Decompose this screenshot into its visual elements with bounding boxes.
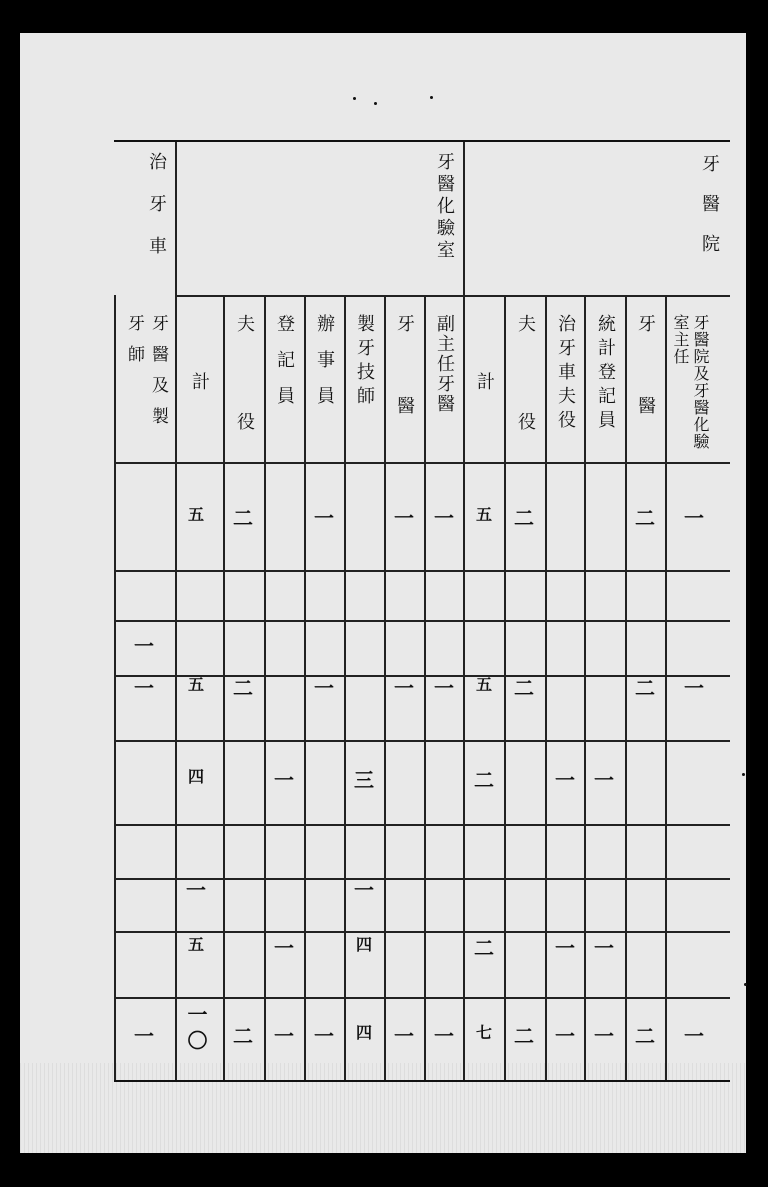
group-dental-car: 治牙車 (146, 152, 167, 278)
cell: 一 (134, 634, 154, 658)
cell: 一 (394, 506, 414, 530)
cell: 一 (354, 878, 374, 902)
cell: 一 (684, 506, 704, 530)
header-dental-technician: 製牙技師 (354, 314, 375, 410)
cell: 一 (134, 1024, 154, 1048)
cell: 四 (355, 1023, 372, 1042)
header-lab-total: 計 (189, 372, 210, 394)
cell: 二 (474, 768, 494, 792)
cell: 二 (233, 676, 253, 700)
header-registrar: 登記員 (274, 314, 295, 422)
cell: 二 (635, 1024, 655, 1048)
header-dentist: 牙醫 (635, 314, 656, 478)
cell: 一 (434, 506, 454, 530)
cell: 一 (314, 1024, 334, 1048)
cell: 一 (594, 1024, 614, 1048)
header-statistics-clerk: 統計登記員 (595, 314, 616, 434)
cell: 一 (314, 676, 334, 700)
cell: 二 (635, 676, 655, 700)
cell: 二 (514, 506, 534, 530)
group-dental-hospital: 牙醫院 (699, 154, 720, 274)
cell: 五 (187, 675, 204, 694)
cell: 一 (394, 1024, 414, 1048)
cell: 二 (635, 506, 655, 530)
cell: 一 (274, 1024, 294, 1048)
header-car-laborer: 治牙車夫役 (555, 314, 576, 434)
cell: 一 (594, 936, 614, 960)
cell: 四 (187, 767, 204, 786)
header-director: 牙醫院及牙醫化驗室主任 (671, 314, 710, 450)
cell: 一 (394, 676, 414, 700)
group-dental-lab: 牙醫化驗室 (434, 152, 455, 262)
header-clerk: 辦事員 (314, 314, 335, 422)
cell: 二 (233, 506, 253, 530)
header-laborer: 夫役 (515, 314, 536, 510)
cell: 五 (475, 505, 492, 524)
header-lab-dentist: 牙醫 (394, 314, 415, 478)
header-deputy-director: 副主任牙醫 (434, 314, 455, 414)
cell: 五 (187, 935, 204, 954)
cell: 三 (354, 768, 374, 792)
cell: 一 (555, 768, 575, 792)
document-page (20, 33, 746, 1153)
cell: 二 (233, 1024, 253, 1048)
cell: 一 (186, 878, 206, 902)
cell: 一 (594, 768, 614, 792)
cell: 五 (187, 505, 204, 524)
cell: 一 (274, 936, 294, 960)
cell: 二 (514, 1024, 534, 1048)
cell: 一 (274, 768, 294, 792)
cell: 一 (684, 1024, 704, 1048)
cell: 一 (134, 676, 154, 700)
cell: 二 (514, 676, 534, 700)
cell: 二 (474, 936, 494, 960)
staff-table (114, 140, 730, 1082)
cell: 七 (475, 1023, 492, 1042)
cell: 一〇 (184, 1004, 208, 1056)
cell: 四 (355, 935, 372, 954)
cell: 一 (434, 1024, 454, 1048)
cell: 一 (684, 676, 704, 700)
header-lab-laborer: 夫役 (234, 314, 255, 510)
cell: 一 (555, 1024, 575, 1048)
header-total: 計 (474, 372, 495, 394)
cell: 一 (555, 936, 575, 960)
cell: 五 (475, 675, 492, 694)
cell: 一 (314, 506, 334, 530)
cell: 一 (434, 676, 454, 700)
header-dentist-and-technician: 牙醫及製牙師 (124, 314, 168, 438)
